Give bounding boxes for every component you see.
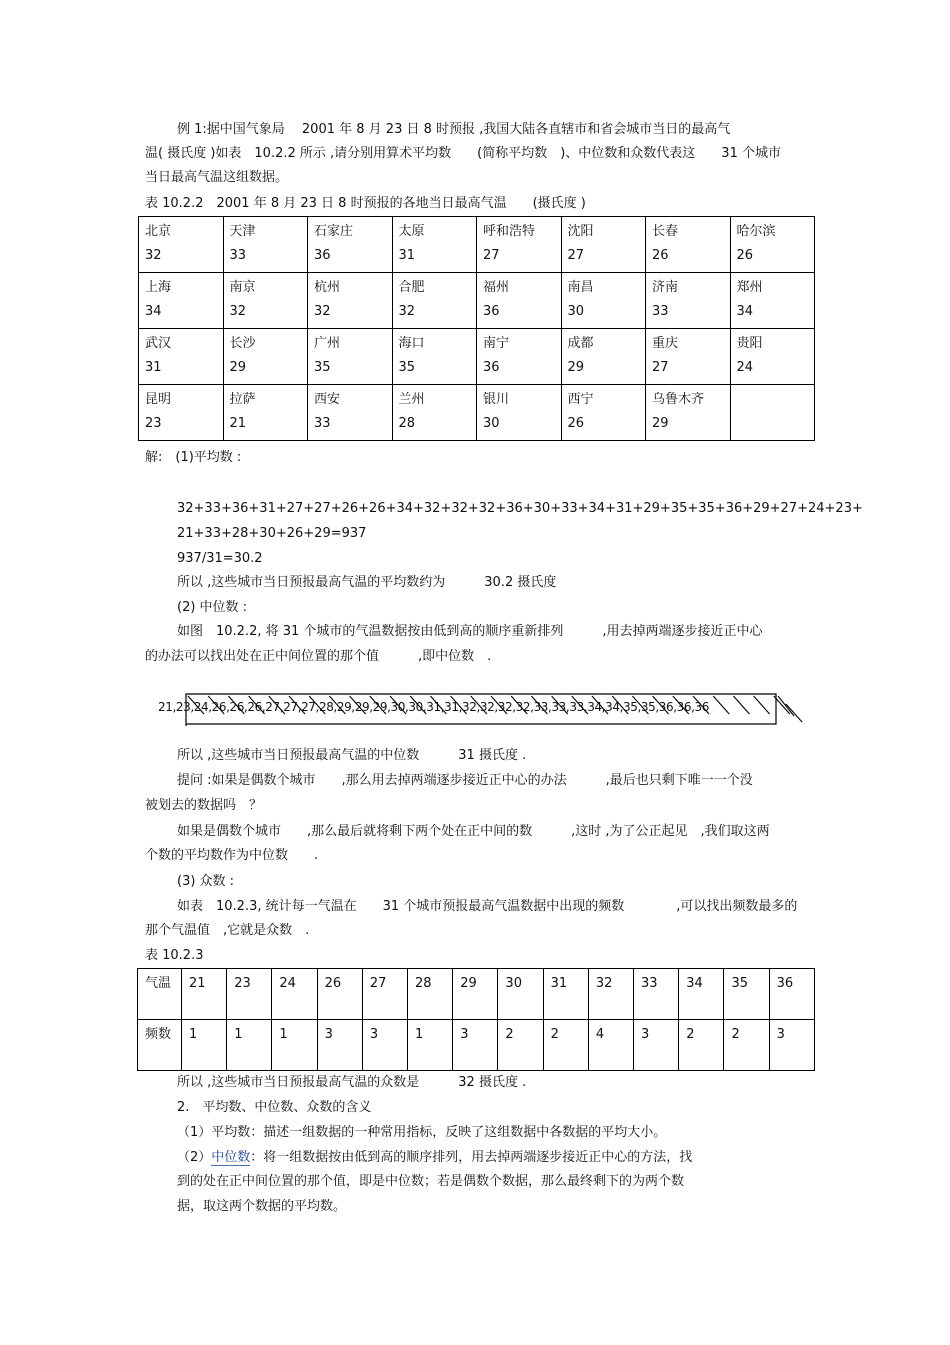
city-temperature: 35 [398, 360, 416, 375]
city-cell [139, 273, 224, 329]
temperature-cell: 30 [498, 969, 543, 1020]
answer-line-1: 如果是偶数个城市 ,那么最后就将剩下两个处在正中间的数 ,这时 ,为了公正起见 ,我们取这两 [177, 824, 770, 839]
city-temperature: 32 [398, 304, 416, 319]
city-name: 哈尔滨 [736, 224, 776, 239]
mean-definition: （1）平均数：描述一组数据的一种常用指标，反映了这组数据中各数据的平均大小。 [177, 1125, 667, 1140]
city-cell [308, 329, 393, 385]
city-temperature: 34 [736, 304, 754, 319]
city-name: 上海 [145, 280, 172, 295]
city-name: 长春 [652, 224, 679, 239]
frequency-cell: 3 [769, 1020, 814, 1071]
city-temperature: 21 [229, 416, 247, 431]
solution-label: 解: (1)平均数 : [145, 450, 242, 465]
city-cell [730, 385, 815, 441]
crossout-stroke [754, 696, 770, 714]
temperature-cell: 27 [362, 969, 407, 1020]
city-cell [392, 385, 477, 441]
temperature-row [138, 969, 815, 1020]
intro-line-2: 温( 摄氏度 )如表 10.2.2 所示 ,请分别用算术平均数 (简称平均数 )、中位数和众数代表这 31 个城市 [145, 146, 781, 161]
city-temperature: 29 [567, 360, 585, 375]
city-name: 昆明 [145, 392, 172, 407]
median-line-2: 的办法可以找出处在正中间位置的那个值 ,即中位数 . [145, 649, 492, 664]
city-name: 重庆 [652, 336, 679, 351]
temperature-cell: 32 [588, 969, 633, 1020]
city-name: 银川 [483, 392, 510, 407]
city-temperature: 36 [314, 248, 331, 263]
city-cell [223, 385, 308, 441]
city-temperature: 33 [229, 248, 247, 263]
city-name: 太原 [398, 224, 425, 239]
city-temperature: 36 [483, 360, 500, 375]
intro-line-3: 当日最高气温这组数据。 [145, 170, 289, 185]
temperature-cell: 35 [724, 969, 769, 1020]
city-cell [308, 385, 393, 441]
city-name: 贵阳 [736, 336, 763, 351]
city-cell [477, 217, 562, 273]
city-cell [477, 385, 562, 441]
question-line-1: 提问 :如果是偶数个城市 ,那么用去掉两端逐步接近正中心的办法 ,最后也只剩下唯一一个没 [177, 773, 753, 788]
frequency-cell: 3 [453, 1020, 498, 1071]
median-diagram [150, 688, 810, 734]
frequency-cell: 3 [362, 1020, 407, 1071]
median-definition-1 [177, 1148, 692, 1168]
frequency-cell: 2 [724, 1020, 769, 1071]
frequency-cell: 2 [498, 1020, 543, 1071]
city-name: 成都 [567, 336, 594, 351]
table2-caption: 表 10.2.3 [145, 948, 204, 963]
city-name: 北京 [145, 224, 172, 239]
city-name: 南宁 [483, 336, 510, 351]
city-cell [730, 273, 815, 329]
temperature-cell: 29 [453, 969, 498, 1020]
city-temperature: 27 [483, 248, 500, 263]
frequency-cell: 2 [679, 1020, 724, 1071]
city-cell [561, 385, 646, 441]
city-cell [730, 329, 815, 385]
city-temperature: 27 [567, 248, 585, 263]
temperature-cell: 36 [769, 969, 814, 1020]
city-temperature: 31 [145, 360, 162, 375]
city-name: 济南 [652, 280, 679, 295]
city-temperature: 36 [483, 304, 500, 319]
table-row [139, 273, 815, 329]
city-cell [477, 329, 562, 385]
crossout-stroke [713, 696, 729, 714]
city-cell [139, 217, 224, 273]
city-cell [223, 217, 308, 273]
city-name: 南京 [229, 280, 256, 295]
city-temperature: 26 [567, 416, 585, 431]
table-row [139, 385, 815, 441]
city-name: 沈阳 [567, 224, 594, 239]
city-name: 兰州 [398, 392, 425, 407]
city-temperature: 30 [567, 304, 585, 319]
table1-caption: 表 10.2.2 2001 年 8 月 23 日 8 时预报的各地当日最高气温 (摄氏度 ) [145, 196, 586, 211]
temperature-cell: 31 [543, 969, 588, 1020]
mean-conclusion: 所以 ,这些城市当日预报最高气温的平均数约为 30.2 摄氏度 [177, 575, 557, 590]
city-cell [646, 217, 731, 273]
city-cell [561, 329, 646, 385]
city-cell [561, 273, 646, 329]
crossout-tail [778, 696, 794, 716]
city-cell [730, 217, 815, 273]
city-temperature: 27 [652, 360, 669, 375]
city-temperature: 23 [145, 416, 162, 431]
city-cell [139, 385, 224, 441]
intro-line-1: 例 1:据中国气象局 2001 年 8 月 23 日 8 时预报 ,我国大陆各直辖市和省会城市当日的最高气 [177, 122, 731, 137]
median-conclusion: 所以 ,这些城市当日预报最高气温的中位数 31 摄氏度 . [177, 748, 527, 763]
city-name: 拉萨 [229, 392, 256, 407]
section-2-heading: 2. 平均数、中位数、众数的含义 [177, 1100, 372, 1115]
median-def-prefix: （2） [177, 1150, 212, 1165]
sum-line-2: 21+33+28+30+26+29=937 [177, 526, 367, 541]
city-cell [561, 217, 646, 273]
frequency-cell: 3 [317, 1020, 362, 1071]
median-definition-3: 据，取这两个数据的平均数。 [177, 1199, 347, 1214]
mode-heading: (3) 众数 : [177, 874, 235, 889]
temperature-cell: 26 [317, 969, 362, 1020]
city-temperature: 24 [736, 360, 754, 375]
row-label-temperature: 气温 [138, 969, 182, 1020]
question-line-2: 被划去的数据吗 ？ [145, 798, 263, 813]
city-name: 海口 [398, 336, 425, 351]
frequency-cell: 3 [634, 1020, 679, 1071]
temperature-cell: 23 [227, 969, 272, 1020]
frequency-cell: 1 [408, 1020, 453, 1071]
city-name: 石家庄 [314, 224, 354, 239]
city-temperature: 31 [398, 248, 416, 263]
city-cell [223, 273, 308, 329]
city-name: 武汉 [145, 336, 172, 351]
median-heading: (2) 中位数 : [177, 600, 248, 615]
city-temperature: 29 [229, 360, 247, 375]
answer-line-2: 个数的平均数作为中位数 . [145, 848, 319, 863]
table-row [139, 329, 815, 385]
median-line-1: 如图 10.2.2, 将 31 个城市的气温数据按由低到高的顺序重新排列 ,用去掉两端逐步接近正中心 [177, 624, 763, 639]
temperature-cell: 34 [679, 969, 724, 1020]
median-definition-2: 到的处在正中间位置的那个值，即是中位数；若是偶数个数据，那么最终剩下的为两个数 [177, 1174, 685, 1189]
frequency-table [137, 968, 815, 1071]
mode-line-1: 如表 10.2.3, 统计每一气温在 31 个城市预报最高气温数据中出现的频数 ,可以找出频数最多的 [177, 899, 798, 914]
city-name: 西安 [314, 392, 341, 407]
mode-conclusion: 所以 ,这些城市当日预报最高气温的众数是 32 摄氏度 . [177, 1075, 527, 1090]
city-cell [646, 329, 731, 385]
median-term-link[interactable]: 中位数 [211, 1150, 251, 1165]
temperature-cell: 21 [182, 969, 227, 1020]
city-name: 长沙 [229, 336, 256, 351]
city-temperature: 34 [145, 304, 162, 319]
city-temperature: 26 [736, 248, 754, 263]
temperature-cell: 28 [408, 969, 453, 1020]
frequency-cell: 4 [588, 1020, 633, 1071]
city-cell [223, 329, 308, 385]
city-cell [308, 217, 393, 273]
city-temperature: 28 [398, 416, 416, 431]
sum-line-1: 32+33+36+31+27+27+26+26+34+32+32+32+36+30+33+34+31+29+35+35+36+29+27+24+23+ [177, 501, 863, 516]
city-name: 杭州 [314, 280, 341, 295]
frequency-cell: 2 [543, 1020, 588, 1071]
temperature-cell: 33 [634, 969, 679, 1020]
city-name: 福州 [483, 280, 510, 295]
city-cell [646, 273, 731, 329]
city-temperature: 32 [229, 304, 247, 319]
city-temperature: 29 [652, 416, 669, 431]
city-temperature: 33 [652, 304, 669, 319]
city-cell [392, 273, 477, 329]
city-name: 呼和浩特 [483, 224, 536, 239]
city-temperature: 33 [314, 416, 331, 431]
division-line: 937/31=30.2 [177, 551, 263, 566]
city-temperature: 35 [314, 360, 331, 375]
city-name: 广州 [314, 336, 341, 351]
frequency-row [138, 1020, 815, 1071]
city-name: 南昌 [567, 280, 594, 295]
median-def-text-1: ：将一组数据按由低到高的顺序排列，用去掉两端逐步接近正中心的方法，找 [250, 1150, 693, 1165]
city-cell [139, 329, 224, 385]
city-temperature-table [138, 216, 815, 441]
city-temperature: 26 [652, 248, 669, 263]
frequency-cell: 1 [272, 1020, 317, 1071]
mode-line-2: 那个气温值 ,它就是众数 . [145, 923, 310, 938]
row-label-frequency: 频数 [138, 1020, 182, 1071]
frequency-cell: 1 [182, 1020, 227, 1071]
table-row [139, 217, 815, 273]
city-temperature: 32 [314, 304, 331, 319]
city-cell [308, 273, 393, 329]
city-name: 郑州 [736, 280, 763, 295]
city-temperature: 32 [145, 248, 162, 263]
crossout-stroke [733, 696, 749, 714]
city-name: 天津 [229, 224, 256, 239]
city-cell [392, 217, 477, 273]
sorted-values: 21,23,24,26,26,26,27,27,27,28,29,29,29,30,30,31,31,32,32,32,32,33,33,33,34,34,35,35,36,36,36 [158, 700, 709, 714]
city-temperature: 30 [483, 416, 500, 431]
city-name: 西宁 [567, 392, 594, 407]
city-name: 乌鲁木齐 [652, 392, 705, 407]
city-cell [392, 329, 477, 385]
city-name: 合肥 [398, 280, 425, 295]
frequency-cell: 1 [227, 1020, 272, 1071]
temperature-cell: 24 [272, 969, 317, 1020]
city-cell [477, 273, 562, 329]
city-cell [646, 385, 731, 441]
